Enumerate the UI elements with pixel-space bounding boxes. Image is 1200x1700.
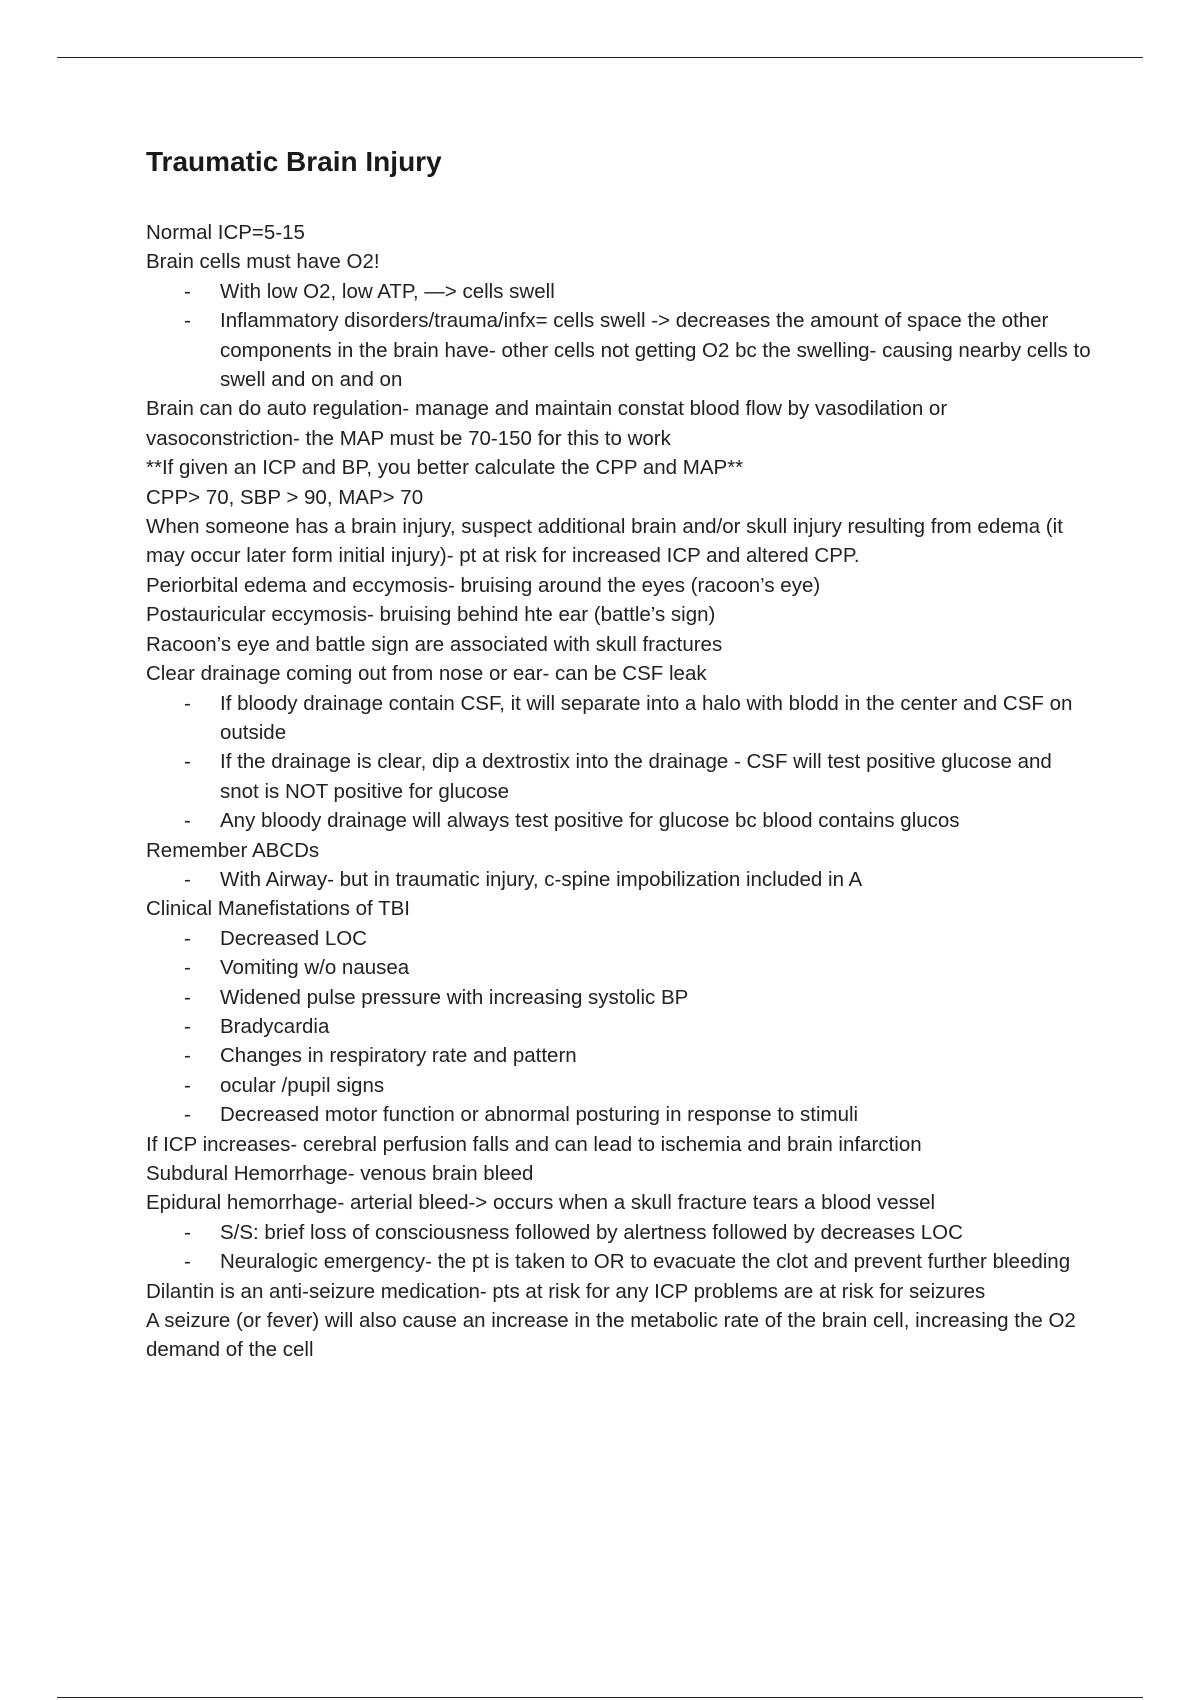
- note-line: If ICP increases- cerebral perfusion falls and can lead to ischemia and brain infarction: [146, 1132, 922, 1156]
- bullet-text: Bradycardia: [220, 1014, 330, 1038]
- bullet-marker: -: [184, 1014, 191, 1038]
- bullet-marker: -: [184, 985, 191, 1009]
- bullet-text: Vomiting w/o nausea: [220, 956, 410, 980]
- bullet-text: If bloody drainage contain CSF, it will separate into a halo with blodd in the center and CSF on outside: [220, 691, 1073, 744]
- bullet-text: Decreased LOC: [220, 926, 367, 950]
- bullet-text: Widened pulse pressure with increasing systolic BP: [220, 985, 689, 1009]
- bullet-item: [146, 924, 1091, 953]
- bullet-item: [146, 806, 1091, 835]
- note-line: A seizure (or fever) will also cause an increase in the metabolic rate of the brain cell, increasing the O2 demand of the cell: [146, 1309, 1076, 1362]
- note-line: Remember ABCDs: [146, 838, 320, 862]
- bullet-item: [146, 1218, 1091, 1247]
- bullet-marker: -: [184, 279, 191, 303]
- note-line: Clear drainage coming out from nose or ear- can be CSF leak: [146, 662, 707, 686]
- bullet-text: With low O2, low ATP, —> cells swell: [220, 279, 555, 303]
- note-line: Racoon’s eye and battle sign are associated with skull fractures: [146, 632, 723, 656]
- bullet-item: [146, 1041, 1091, 1070]
- bullet-marker: -: [184, 809, 191, 833]
- bullet-marker: -: [184, 1220, 191, 1244]
- page-title: Traumatic Brain Injury: [146, 146, 442, 177]
- bullet-marker: -: [184, 956, 191, 980]
- note-line: Brain cells must have O2!: [146, 250, 380, 274]
- bullet-item: [146, 277, 1091, 306]
- bullet-item: [146, 1012, 1091, 1041]
- bullet-marker: -: [184, 926, 191, 950]
- bullet-item: [146, 1247, 1091, 1276]
- note-line: Postauricular eccymosis- bruising behind hte ear (battle’s sign): [146, 603, 716, 627]
- note-line: Periorbital edema and eccymosis- bruising around the eyes (racoon’s eye): [146, 573, 821, 597]
- note-line: Dilantin is an anti-seizure medication- pts at risk for any ICP problems are at risk for seizures: [146, 1279, 986, 1303]
- bullet-marker: -: [184, 1044, 191, 1068]
- bullet-marker: -: [184, 867, 191, 891]
- bullet-item: [146, 1100, 1091, 1129]
- bullet-text: ocular /pupil signs: [220, 1073, 385, 1097]
- bullet-text: With Airway- but in traumatic injury, c-spine impobilization included in A: [220, 867, 863, 891]
- bullet-marker: -: [184, 309, 191, 333]
- note-line: Epidural hemorrhage- arterial bleed-> occurs when a skull fracture tears a blood vessel: [146, 1191, 936, 1215]
- bullet-text: Neuralogic emergency- the pt is taken to OR to evacuate the clot and prevent further bleeding: [220, 1250, 1071, 1274]
- bullet-item: [146, 1071, 1091, 1100]
- bullet-item: [146, 306, 1091, 394]
- bullet-text: Changes in respiratory rate and pattern: [220, 1044, 577, 1068]
- notes-list: [146, 218, 1091, 1365]
- bullet-marker: -: [184, 691, 191, 715]
- note-line: When someone has a brain injury, suspect additional brain and/or skull injury resulting from edema (it may occur later form initial injury)- pt at risk for increased ICP and altered CPP.: [146, 515, 1063, 568]
- bullet-marker: -: [184, 1250, 191, 1274]
- bullet-item: [146, 953, 1091, 982]
- note-line: CPP> 70, SBP > 90, MAP> 70: [146, 485, 424, 509]
- bullet-text: S/S: brief loss of consciousness followed by alertness followed by decreases LOC: [220, 1220, 963, 1244]
- note-line: Clinical Manefistations of TBI: [146, 897, 410, 921]
- bullet-text: Inflammatory disorders/trauma/infx= cells swell -> decreases the amount of space the other components in the brain have- other cells not getting O2 bc the swelling- causing nearby cells to swell and on and on: [220, 309, 1091, 392]
- bullet-item: [146, 689, 1091, 748]
- note-line: **If given an ICP and BP, you better calculate the CPP and MAP**: [146, 456, 744, 480]
- bullet-item: [146, 865, 1091, 894]
- note-line: Normal ICP=5-15: [146, 221, 305, 244]
- bullet-marker: -: [184, 1103, 191, 1127]
- bullet-text: Any bloody drainage will always test positive for glucose bc blood contains glucos: [220, 809, 960, 833]
- bullet-text: If the drainage is clear, dip a dextrostix into the drainage - CSF will test positive glucose and snot is NOT positive for glucose: [220, 750, 1052, 803]
- bullet-text: Decreased motor function or abnormal posturing in response to stimuli: [220, 1103, 859, 1127]
- bullet-marker: -: [184, 1073, 191, 1097]
- bullet-marker: -: [184, 750, 191, 774]
- bullet-item: [146, 983, 1091, 1012]
- document-body: [146, 140, 1091, 1365]
- note-line: Subdural Hemorrhage- venous brain bleed: [146, 1162, 534, 1185]
- bottom-rule: [57, 1697, 1143, 1698]
- bullet-item: [146, 747, 1091, 806]
- top-rule: [57, 57, 1143, 58]
- note-line: Brain can do auto regulation- manage and maintain constat blood flow by vasodilation or vasoconstriction- the MAP must be 70-150 for this to work: [146, 397, 948, 450]
